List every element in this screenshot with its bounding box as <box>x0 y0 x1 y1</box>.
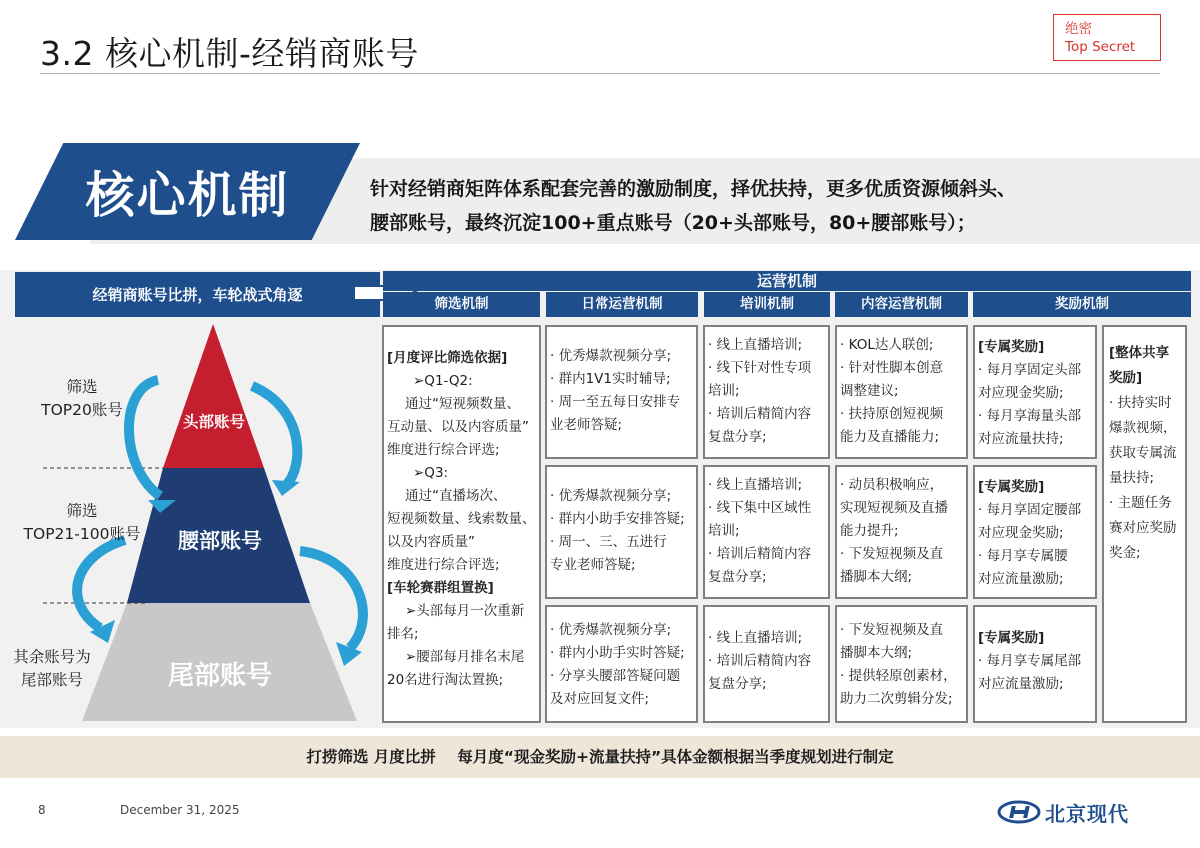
shared-reward-item: · 扶持实时 <box>1109 395 1172 411</box>
cycle-arrow-icon <box>77 540 125 628</box>
screening-item: 20名进行淘汰置换; <box>387 672 504 688</box>
reward-item: · 每月享专属尾部 <box>978 653 1082 669</box>
reward-cell-tail <box>973 605 1097 723</box>
confidential-cn: 绝密 <box>1065 21 1092 37</box>
daily-ops-item: · 周一至五每日安排专 <box>550 394 681 410</box>
screening-item: ➢腰部每月排名末尾 <box>405 649 525 665</box>
core-description <box>370 172 1170 240</box>
daily-ops-item: · 优秀爆款视频分享; <box>550 488 672 504</box>
shared-reward-heading: [整体共享 <box>1109 345 1170 361</box>
shared-reward-heading: 奖励] <box>1109 370 1143 386</box>
content-ops-item: 播脚本大纲; <box>840 569 913 585</box>
screening-item: ➢Q3: <box>413 465 449 481</box>
screening-item: ➢Q1-Q2: <box>413 373 473 389</box>
content-ops-cell-waist <box>835 465 968 599</box>
reward-item: 对应流量激励; <box>978 676 1064 692</box>
training-item: · 培训后精简内容 <box>708 653 812 669</box>
daily-ops-item: 及对应回复文件; <box>550 691 650 707</box>
arrow-head-icon <box>272 480 300 496</box>
col-header-rewards: 奖励机制 <box>973 292 1191 317</box>
content-ops-item: · 动员积极响应， <box>840 477 944 493</box>
content-ops-item: 播脚本大纲; <box>840 645 913 661</box>
col-header-content-ops: 内容运营机制 <box>835 292 968 317</box>
summary-band: 打捞筛选 月度比拼 每月度“现金奖励+流量扶持”具体金额根据当季度规划进行制定 <box>0 736 1200 778</box>
top-selection-label <box>22 376 142 422</box>
daily-ops-item: · 优秀爆款视频分享; <box>550 622 672 638</box>
core-desc-line-1: 针对经销商矩阵体系配套完善的激励制度，择优扶持，更多优质资源倾斜头、 <box>370 178 1017 200</box>
screening-item: 以及内容质量” <box>387 534 475 550</box>
training-item: · 培训后精简内容 <box>708 546 812 562</box>
hyundai-logo-icon <box>997 800 1041 824</box>
competition-header: 经销商账号比拼，车轮战式角逐 <box>15 272 380 317</box>
daily-ops-cell-head <box>545 325 698 459</box>
col-header-training: 培训机制 <box>704 292 830 317</box>
content-ops-cell-tail <box>835 605 968 723</box>
content-ops-item: · 扶持原创短视频 <box>840 406 944 422</box>
screening-item: 维度进行综合评选; <box>387 442 500 458</box>
confidential-badge <box>1053 14 1161 61</box>
col-header-screening: 筛选机制 <box>383 292 540 317</box>
rest-selection-label <box>2 646 102 692</box>
training-item: 培训; <box>708 383 740 399</box>
daily-ops-item: · 群内小助手实时答疑; <box>550 645 685 661</box>
training-item: · 线上直播培训; <box>708 337 803 353</box>
shared-reward-item: · 主题任务 <box>1109 495 1172 511</box>
shared-reward-cell <box>1102 325 1187 723</box>
daily-ops-item: · 周一、三、五进行 <box>550 534 667 550</box>
confidential-en: Top Secret <box>1065 39 1136 55</box>
training-item: 复盘分享; <box>708 569 767 585</box>
reward-item: · 每月享海量头部 <box>978 408 1082 424</box>
training-item: · 线下针对性专项 <box>708 360 812 376</box>
mid-selection-line-1: 筛选 <box>66 502 98 520</box>
reward-item: 对应现金奖励; <box>978 385 1064 401</box>
reward-item: · 每月享固定头部 <box>978 362 1082 378</box>
page-number: 8 <box>38 803 46 817</box>
reward-item: 对应流量激励; <box>978 571 1064 587</box>
screening-item: ➢头部每月一次重新 <box>405 603 525 619</box>
pyramid-head-tier <box>163 324 264 468</box>
training-item: · 线下集中区域性 <box>708 500 812 516</box>
content-ops-item: 能力及直播能力; <box>840 429 940 445</box>
screening-item: 互动量、以及内容质量” <box>387 419 529 435</box>
page-title: 3.2 核心机制-经销商账号 <box>40 34 419 73</box>
screening-item: 维度进行综合评选; <box>387 557 500 573</box>
daily-ops-cell-waist <box>545 465 698 599</box>
slide-date: December 31, 2025 <box>120 803 240 817</box>
training-cell-head <box>703 325 830 459</box>
screening-item: 短视频数量、线索数量、 <box>387 511 536 527</box>
content-ops-item: 实现短视频及直播 <box>840 500 948 516</box>
shared-reward-item: 获取专属流 <box>1109 445 1177 461</box>
screening-cell <box>382 325 541 723</box>
rest-selection-line-1: 其余账号为 <box>13 648 91 666</box>
training-cell-tail <box>703 605 830 723</box>
content-ops-item: · 下发短视频及直 <box>840 622 944 638</box>
shared-reward-item: 奖金; <box>1109 545 1141 561</box>
brand-name: 北京现代 <box>1045 802 1129 826</box>
top-selection-line-1: 筛选 <box>66 378 98 396</box>
content-ops-item: 调整建议; <box>840 383 899 399</box>
reward-cell-head <box>973 325 1097 459</box>
content-ops-item: · 针对性脚本创意 <box>840 360 944 376</box>
daily-ops-item: · 优秀爆款视频分享; <box>550 348 672 364</box>
training-item: 培训; <box>708 523 740 539</box>
content-ops-item: · 下发短视频及直 <box>840 546 944 562</box>
training-item: 复盘分享; <box>708 676 767 692</box>
reward-heading: [专属奖励] <box>978 479 1045 495</box>
shared-reward-item: 赛对应奖励 <box>1109 520 1177 536</box>
reward-item: · 每月享固定腰部 <box>978 502 1082 518</box>
training-item: 复盘分享; <box>708 429 767 445</box>
screening-item: 通过“直播场次、 <box>405 488 507 504</box>
reward-item: · 每月享专属腰 <box>978 548 1068 564</box>
content-ops-item: 助力二次剪辑分发; <box>840 691 953 707</box>
head-tier-label: 头部账号 <box>182 413 245 431</box>
waist-tier-label: 腰部账号 <box>178 529 262 553</box>
content-ops-item: · 提供轻原创素材， <box>840 668 957 684</box>
operations-header: 运营机制 <box>383 271 1191 291</box>
tail-tier-label: 尾部账号 <box>167 661 272 691</box>
training-cell-waist <box>703 465 830 599</box>
core-desc-line-2: 腰部账号，最终沉淀100+重点账号（20+头部账号，80+腰部账号）； <box>370 212 976 234</box>
reward-item: 对应流量扶持; <box>978 431 1064 447</box>
content-ops-item: 能力提升; <box>840 523 899 539</box>
top-selection-line-2: TOP20账号 <box>41 401 123 419</box>
daily-ops-cell-tail <box>545 605 698 723</box>
shared-reward-item: 爆款视频， <box>1109 420 1177 436</box>
daily-ops-item: · 群内小助手安排答疑; <box>550 511 685 527</box>
col-header-daily-ops: 日常运营机制 <box>546 292 698 317</box>
shared-reward-item: 量扶持; <box>1109 470 1155 486</box>
mid-selection-line-2: TOP21-100账号 <box>23 525 141 543</box>
screening-heading: [月度评比筛选依据] <box>387 350 508 366</box>
reward-cell-waist <box>973 465 1097 599</box>
screening-heading: [车轮赛群组置换] <box>387 580 494 596</box>
daily-ops-item: · 分享头腰部答疑问题 <box>550 668 681 684</box>
training-item: · 线上直播培训; <box>708 630 803 646</box>
content-ops-item: · KOL达人联创; <box>840 337 934 353</box>
screening-item: 排名; <box>387 626 419 642</box>
training-item: · 培训后精简内容 <box>708 406 812 422</box>
daily-ops-item: · 群内1V1实时辅导; <box>550 371 671 387</box>
title-divider <box>40 73 1160 74</box>
screening-item: 通过“短视频数量、 <box>405 396 520 412</box>
content-ops-cell-head <box>835 325 968 459</box>
daily-ops-item: 业老师答疑; <box>550 417 623 433</box>
daily-ops-item: 专业老师答疑; <box>550 557 636 573</box>
training-item: · 线上直播培训; <box>708 477 803 493</box>
core-title: 核心机制 <box>85 166 290 224</box>
reward-heading: [专属奖励] <box>978 339 1045 355</box>
mid-selection-label <box>10 500 154 546</box>
reward-heading: [专属奖励] <box>978 630 1045 646</box>
rest-selection-line-2: 尾部账号 <box>20 671 83 689</box>
reward-item: 对应现金奖励; <box>978 525 1064 541</box>
